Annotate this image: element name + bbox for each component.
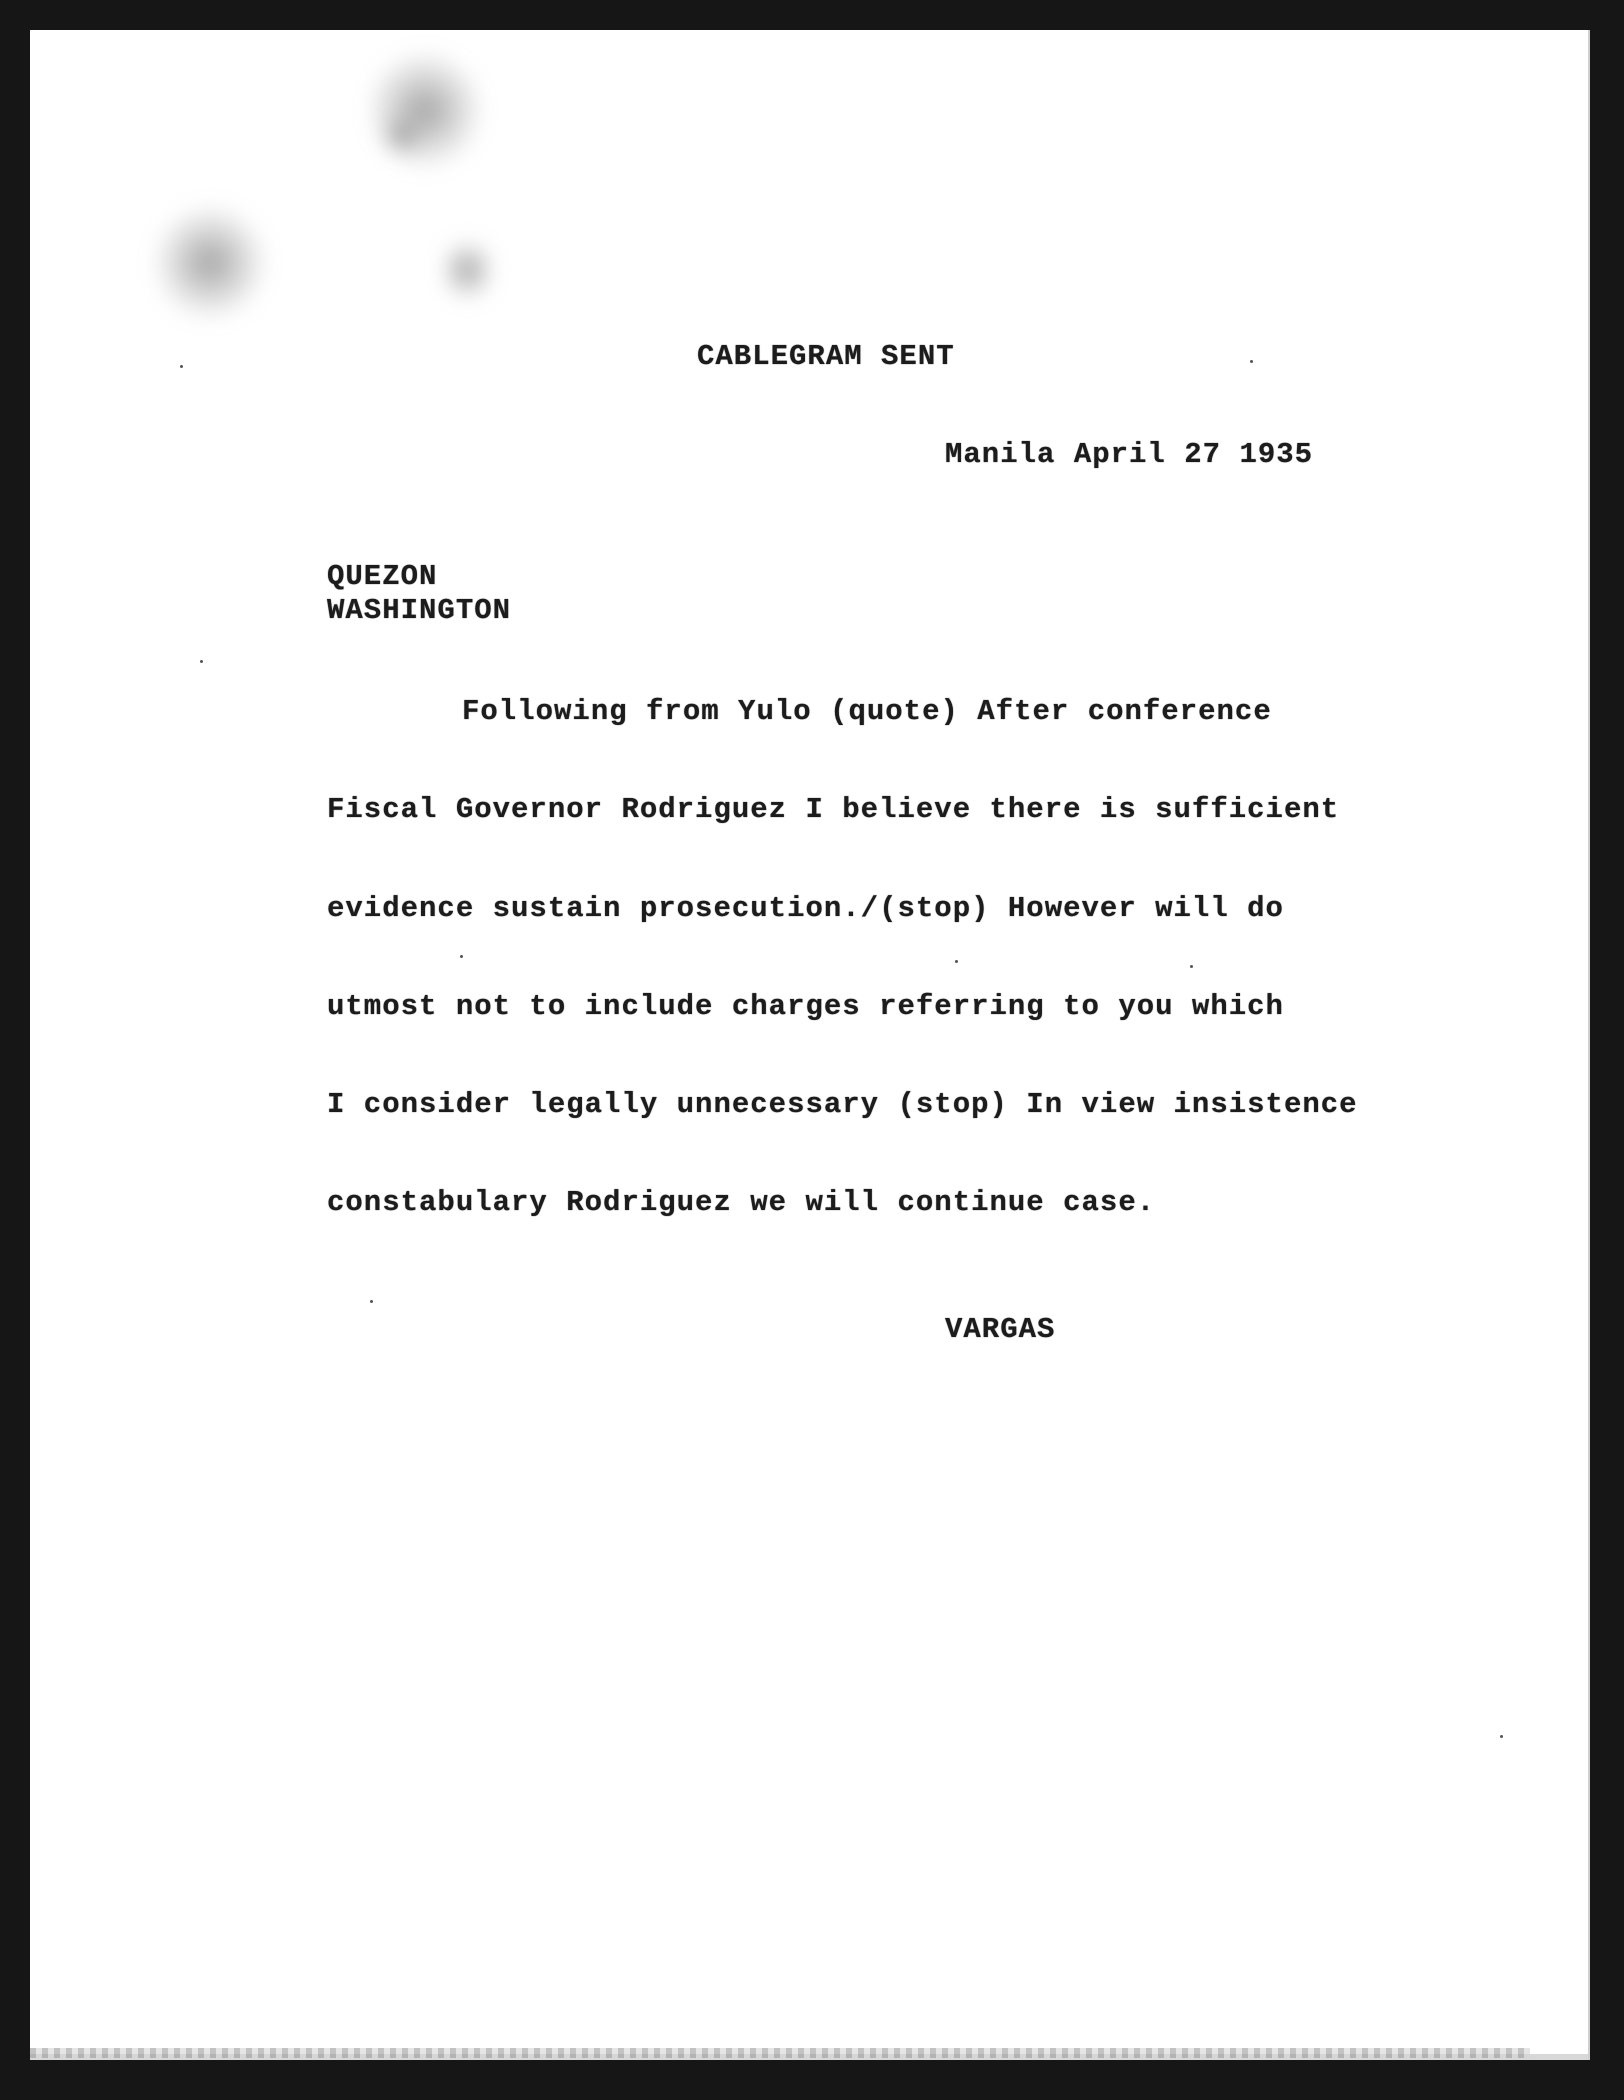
addressee-block — [327, 560, 511, 628]
ink-smudge — [155, 205, 265, 320]
body-line: Fiscal Governor Rodriguez I believe there is sufficient — [327, 793, 1340, 826]
addressee-name: QUEZON — [327, 560, 438, 593]
addressee-location: WASHINGTON — [327, 594, 512, 627]
speck — [460, 955, 463, 958]
ink-smudge — [370, 50, 480, 170]
document-heading: CABLEGRAM SENT — [697, 340, 955, 373]
speck — [1250, 360, 1253, 363]
speck — [1190, 965, 1193, 968]
body-line: utmost not to include charges referring to you which — [327, 990, 1284, 1023]
body-line: I consider legally unnecessary (stop) In view insistence — [327, 1088, 1358, 1121]
speck — [370, 1300, 373, 1303]
speck — [200, 660, 203, 663]
speck — [1500, 1735, 1503, 1738]
body-line: Following from Yulo (quote) After conference — [462, 695, 1272, 728]
speck — [180, 365, 183, 368]
body-line: constabulary Rodriguez we will continue case. — [327, 1186, 1156, 1219]
signature: VARGAS — [945, 1313, 1056, 1346]
speck — [955, 960, 958, 963]
page-bottom-edge — [30, 2048, 1530, 2058]
body-line: evidence sustain prosecution./(stop) However will do — [327, 892, 1284, 925]
ink-smudge — [445, 235, 490, 305]
document-page — [30, 30, 1590, 2060]
ink-smudge — [385, 115, 420, 155]
dateline: Manila April 27 1935 — [945, 438, 1314, 471]
